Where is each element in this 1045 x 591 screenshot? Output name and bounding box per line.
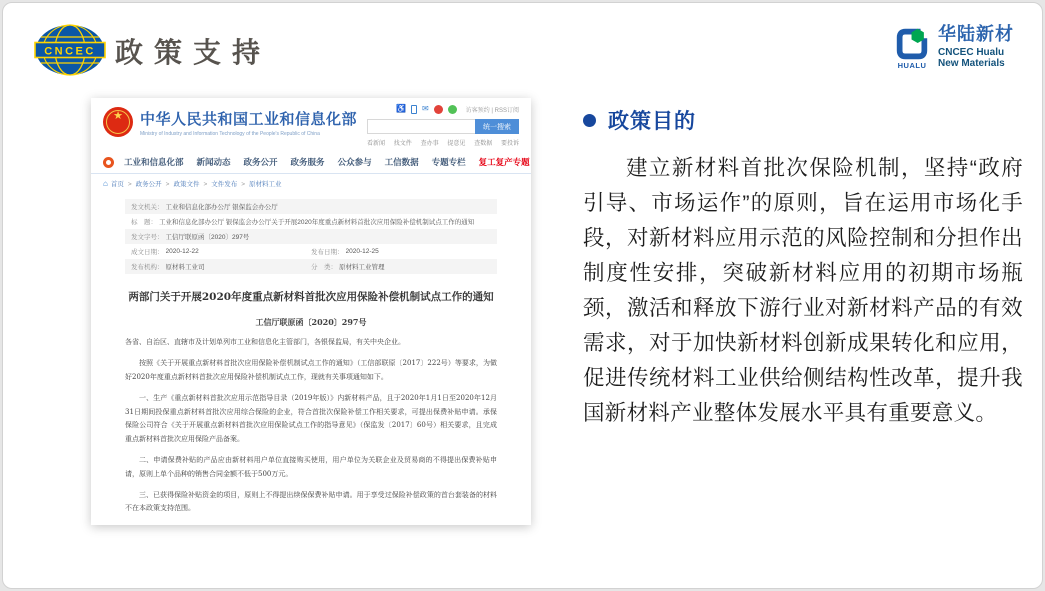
quick-link-files[interactable]: 找文件: [393, 141, 412, 147]
breadcrumb-home[interactable]: 首页 >: [111, 179, 136, 188]
meta-row-title: 标 题： 工业和信息化部办公厅 银保监会办公厅关于开展2020年度重点新材料首批次应用保险补偿机制试点工作的通知: [131, 219, 475, 226]
mobile-icon[interactable]: [411, 105, 417, 114]
hualu-mark-icon: [892, 25, 932, 63]
meta-row-doc-number: 发文字号： 工信厅联原函〔2020〕297号: [125, 229, 497, 244]
breadcrumb-raw-materials[interactable]: 原材料工业: [249, 181, 282, 188]
site-header: [91, 98, 531, 150]
policy-purpose-section: [583, 105, 1023, 431]
breadcrumb-policy-files[interactable]: 政策文件 >: [173, 179, 211, 188]
document-paragraph: 按照《关于开展重点新材料首批次应用保险补偿机制试点工作的通知》（工信部联原〔2017〕222号）等要求，为做好2020年度重点新材料首批次应用保险补偿机制试点工作，现就有关事项通知如下。: [125, 359, 497, 381]
nav-item-resume-work[interactable]: 复工复产专题: [478, 157, 530, 167]
quick-link-news[interactable]: 看新闻: [367, 141, 386, 147]
document-number: 工信厅联原函〔2020〕297号: [255, 317, 367, 327]
nav-item-participation[interactable]: 公众参与: [337, 157, 372, 167]
page-title: 政策支持: [115, 36, 272, 69]
hualu-wordmark: HUALU: [897, 61, 927, 70]
document-meta-table: [125, 199, 497, 274]
miit-logo-icon: [103, 157, 114, 168]
quick-link-services[interactable]: 查办事: [420, 141, 439, 147]
search-button[interactable]: 统一搜索: [475, 119, 519, 134]
document-paragraph: 三、已获得保险补贴资金的项目，原则上不得提出续保保费补贴申请。用于享受过保险补偿政策的首台套装备的材料不在本政策支持范围。: [125, 490, 497, 513]
quick-links: [367, 138, 519, 147]
quick-link-data[interactable]: 查数据: [474, 141, 493, 147]
breadcrumb: [91, 174, 531, 193]
weibo-icon[interactable]: [434, 105, 443, 114]
policy-purpose-text: 建立新材料首批次保险机制，坚持“政府引导、市场运作”的原则，旨在运用市场化手段，对新材料应用示范的风险控制和分担作出制度性安排，突破新材料应用的初期市场瓶颈，激活和释放下游行业对新材料产品的有效需求，对于加快新材料创新成果转化和应用，促进传统材料工业供给侧结构性改革，提升我国新材料产业整体发展水平具有重要意义。: [583, 156, 1023, 425]
nav-item-gov-open[interactable]: 政务公开: [243, 157, 278, 167]
accessibility-icon[interactable]: ♿: [396, 104, 407, 113]
rss-link[interactable]: RSS订阅: [494, 107, 519, 114]
policy-purpose-heading: 政策目的: [608, 110, 696, 133]
nav-item-home[interactable]: 工业和信息化部: [124, 157, 184, 167]
nav-item-news[interactable]: 新闻动态: [196, 157, 231, 167]
bullet-icon: [583, 114, 596, 127]
national-emblem-icon: ★: [103, 107, 133, 137]
home-icon: ⌂: [103, 178, 108, 188]
hualu-cn-name: 华陆新材: [938, 24, 1014, 44]
slide-canvas: [2, 2, 1043, 589]
visitor-appointment-link[interactable]: 访客预约: [465, 107, 490, 114]
document-paragraph: 二、申请保费补贴的产品应由新材料用户单位直接购买使用，用户单位为关联企业及贸易商的不得提出保费补贴申请，原则上单个品种的销售合同金额不低于500万元。: [125, 456, 497, 478]
svg-text:CNCEC: CNCEC: [44, 45, 96, 58]
hualu-en-line2: New Materials: [938, 57, 1005, 69]
wechat-icon[interactable]: [448, 105, 457, 114]
document-paragraph: 一、生产《重点新材料首批次应用示范指导目录（2019年版）》内新材料产品，且于2020年1月1日至2020年12月31日期间投保重点新材料首批次应用综合保险的企业，符合首批次保险补偿工作相关要求，可提出保费补贴申请。承保保险公司符合《关于开展重点新材料首批次应用保险试点工作的指导意见》（保监发〔2017〕60号）相关要求，且完成重点新材料首批次应用保险产品备案。: [125, 394, 497, 443]
site-tools: [367, 103, 519, 147]
search-input[interactable]: [367, 119, 475, 134]
quick-link-suggest[interactable]: 提意见: [447, 141, 466, 147]
nav-item-data[interactable]: 工信数据: [384, 157, 419, 167]
ministry-name-en: Ministry of Industry and Information Technology of the People's Republic of China: [140, 130, 320, 137]
breadcrumb-gov-open[interactable]: 政务公开 >: [136, 179, 174, 188]
nav-item-gov-service[interactable]: 政务服务: [290, 157, 325, 167]
cncec-logo-icon: [33, 23, 107, 77]
hualu-logo: [891, 25, 1014, 70]
meta-row-publisher: 发布机构： 原材料工业司 分 类： 原材料工业管理: [125, 259, 497, 274]
nav-item-topics[interactable]: 专题专栏: [431, 157, 466, 167]
meta-row-issuing-agency: 发文机关： 工业和信息化部办公厅 银保监会办公厅: [125, 199, 497, 214]
slide-header: [3, 3, 1042, 89]
breadcrumb-file-release[interactable]: 文件发布 >: [211, 179, 249, 188]
site-brand: [103, 107, 357, 137]
quick-link-complaint[interactable]: 要投诉: [500, 141, 519, 147]
document-body: [125, 199, 497, 516]
meta-row-dates: 成文日期： 2020-12-22 发布日期： 2020-12-25: [131, 248, 379, 256]
mail-icon[interactable]: ✉: [422, 104, 429, 113]
site-nav: [91, 150, 531, 174]
hualu-en-line1: CNCEC Hualu: [938, 46, 1005, 58]
ministry-name-cn: 中华人民共和国工业和信息化部: [140, 110, 358, 128]
document-title: 两部门关于开展2020年度重点新材料首批次应用保险补偿机制试点工作的通知: [128, 291, 494, 303]
topbar-divider: |: [491, 107, 493, 114]
miit-website-screenshot: [91, 98, 531, 525]
document-salutation: 各省、自治区、直辖市及计划单列市工业和信息化主管部门，各银保监局，有关中央企业。: [125, 338, 405, 346]
